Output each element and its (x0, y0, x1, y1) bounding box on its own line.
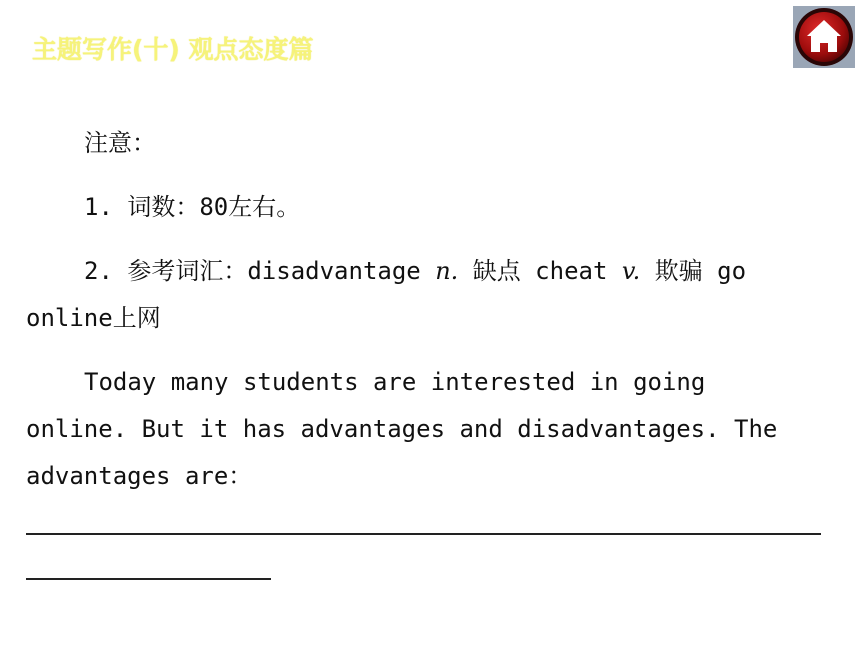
essay-line-2: online. But it has advantages and disadvantages. The (26, 415, 778, 443)
note-item-2-prefix: 2. 参考词汇：disadvantage (84, 257, 436, 285)
note-item-1: 1. 词数：80左右。 (84, 193, 301, 221)
home-button[interactable] (793, 6, 855, 68)
essay-line-1: Today many students are interested in going (84, 368, 706, 396)
note-item-2-suffix: 欺骗 go (640, 257, 747, 285)
part-of-speech-noun: n. (435, 257, 459, 285)
notes-heading: 注意： (84, 129, 156, 157)
page-title: 主题写作(十) 观点态度篇 (32, 35, 314, 64)
home-icon (793, 6, 855, 68)
part-of-speech-verb: v. (621, 257, 641, 285)
note-item-2-continued: online上网 (26, 304, 161, 332)
answer-blank-line[interactable] (26, 533, 821, 535)
content-body (26, 120, 826, 500)
note-item-2-mid: 缺点 cheat (458, 257, 622, 285)
note-item-2 (26, 248, 826, 295)
answer-blank-line[interactable] (26, 578, 271, 580)
essay-line-3: advantages are： (26, 462, 253, 490)
